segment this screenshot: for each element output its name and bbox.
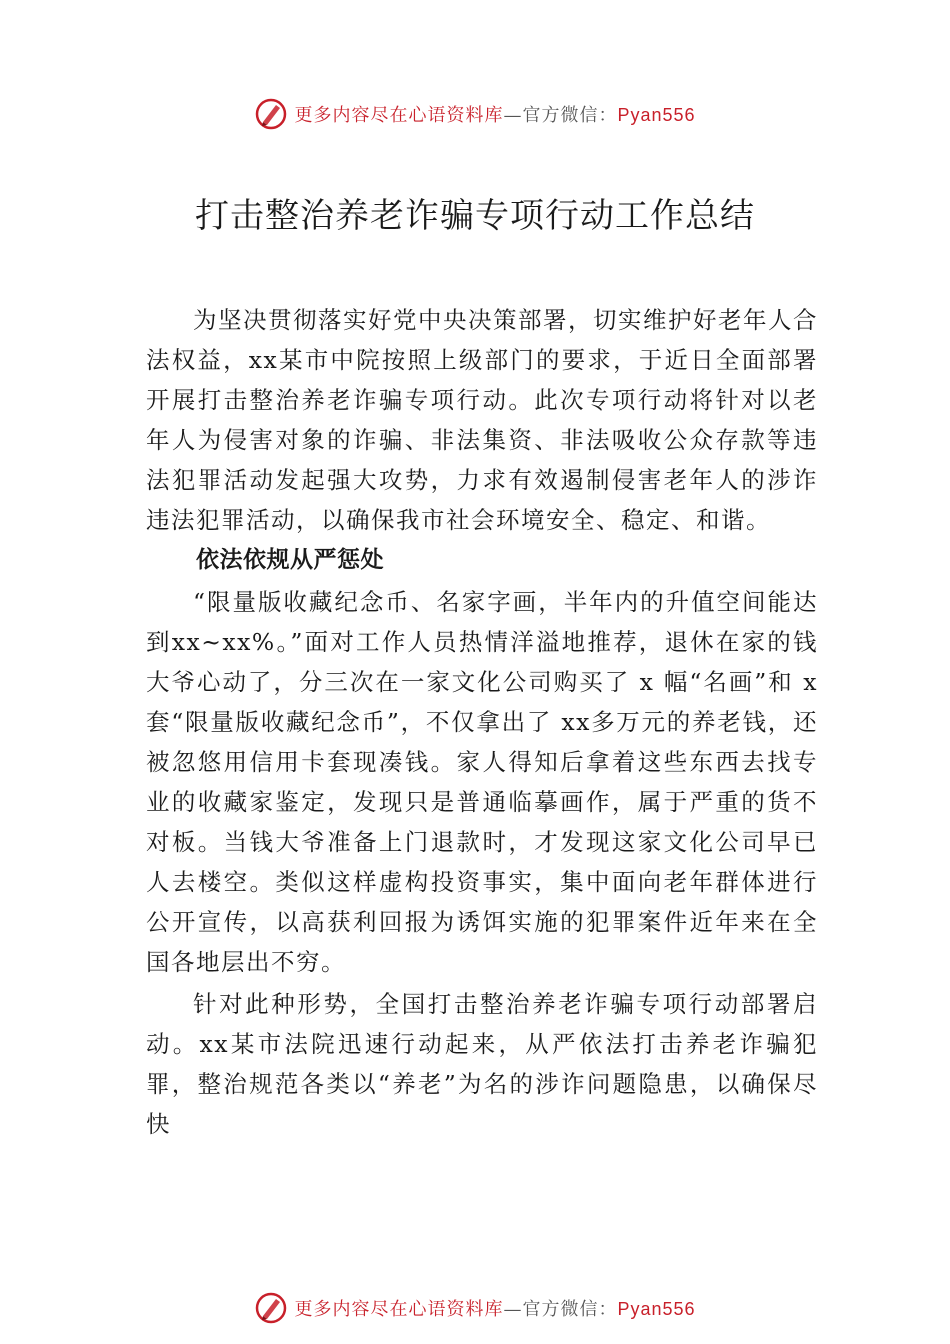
document-body	[146, 300, 818, 1144]
footer-banner-text	[294, 1295, 695, 1321]
header-banner-content	[254, 97, 695, 131]
header-wechat-id: Pyan556	[617, 105, 696, 125]
pen-logo-icon	[254, 1291, 288, 1325]
header-wechat-label: 官方微信：	[522, 105, 618, 126]
header-promo-text: 更多内容尽在心语资料库	[294, 105, 504, 126]
footer-banner-content	[254, 1291, 695, 1325]
footer-promo-text: 更多内容尽在心语资料库	[294, 1299, 504, 1320]
footer-wechat-id: Pyan556	[617, 1299, 696, 1319]
section-heading: 依法依规从严惩处	[196, 547, 384, 573]
header-banner-text	[294, 101, 695, 127]
paragraph-intro: 为坚决贯彻落实好党中央决策部署，切实维护好老年人合法权益，xx某市中院按照上级部门的要求，于近日全面部署开展打击整治养老诈骗专项行动。此次专项行动将针对以老年人为侵害对象的诈骗、非法集资、非法吸收公众存款等违法犯罪活动发起强大攻势，力求有效遏制侵害老年人的涉诈违法犯罪活动，以确保我市社会环境安全、稳定、和谐。	[146, 306, 818, 534]
footer-wechat-label: 官方微信：	[522, 1299, 618, 1320]
pen-logo-icon	[254, 97, 288, 131]
paragraph-case: “限量版收藏纪念币、名家字画，半年内的升值空间能达到xx~xx%。”面对工作人员热情洋溢地推荐，退休在家的钱大爷心动了，分三次在一家文化公司购买了 x 幅“名画”和 x 套“限量版收藏纪念币”，不仅拿出了 xx多万元的养老钱，还被忽悠用信用卡套现凑钱。家人得知后拿着这些东西去找专业的收藏家鉴定，发现只是普通临摹画作，属于严重的货不对板。当钱大爷准备上门退款时，才发现这家文化公司早已人去楼空。类似这样虚构投资事实，集中面向老年群体进行公开宣传，以高获利回报为诱饵实施的犯罪案件近年来在全国各地层出不穷。	[146, 588, 818, 976]
header-dash: —	[503, 105, 523, 126]
footer-dash: —	[503, 1299, 523, 1320]
document-title: 打击整治养老诈骗专项行动工作总结	[195, 196, 755, 236]
footer-banner	[0, 1286, 950, 1330]
header-banner	[0, 92, 950, 136]
paragraph-response: 针对此种形势，全国打击整治养老诈骗专项行动部署启动。xx某市法院迅速行动起来，从严依法打击养老诈骗犯罪，整治规范各类以“养老”为名的涉诈问题隐患，以确保尽快	[146, 990, 818, 1138]
